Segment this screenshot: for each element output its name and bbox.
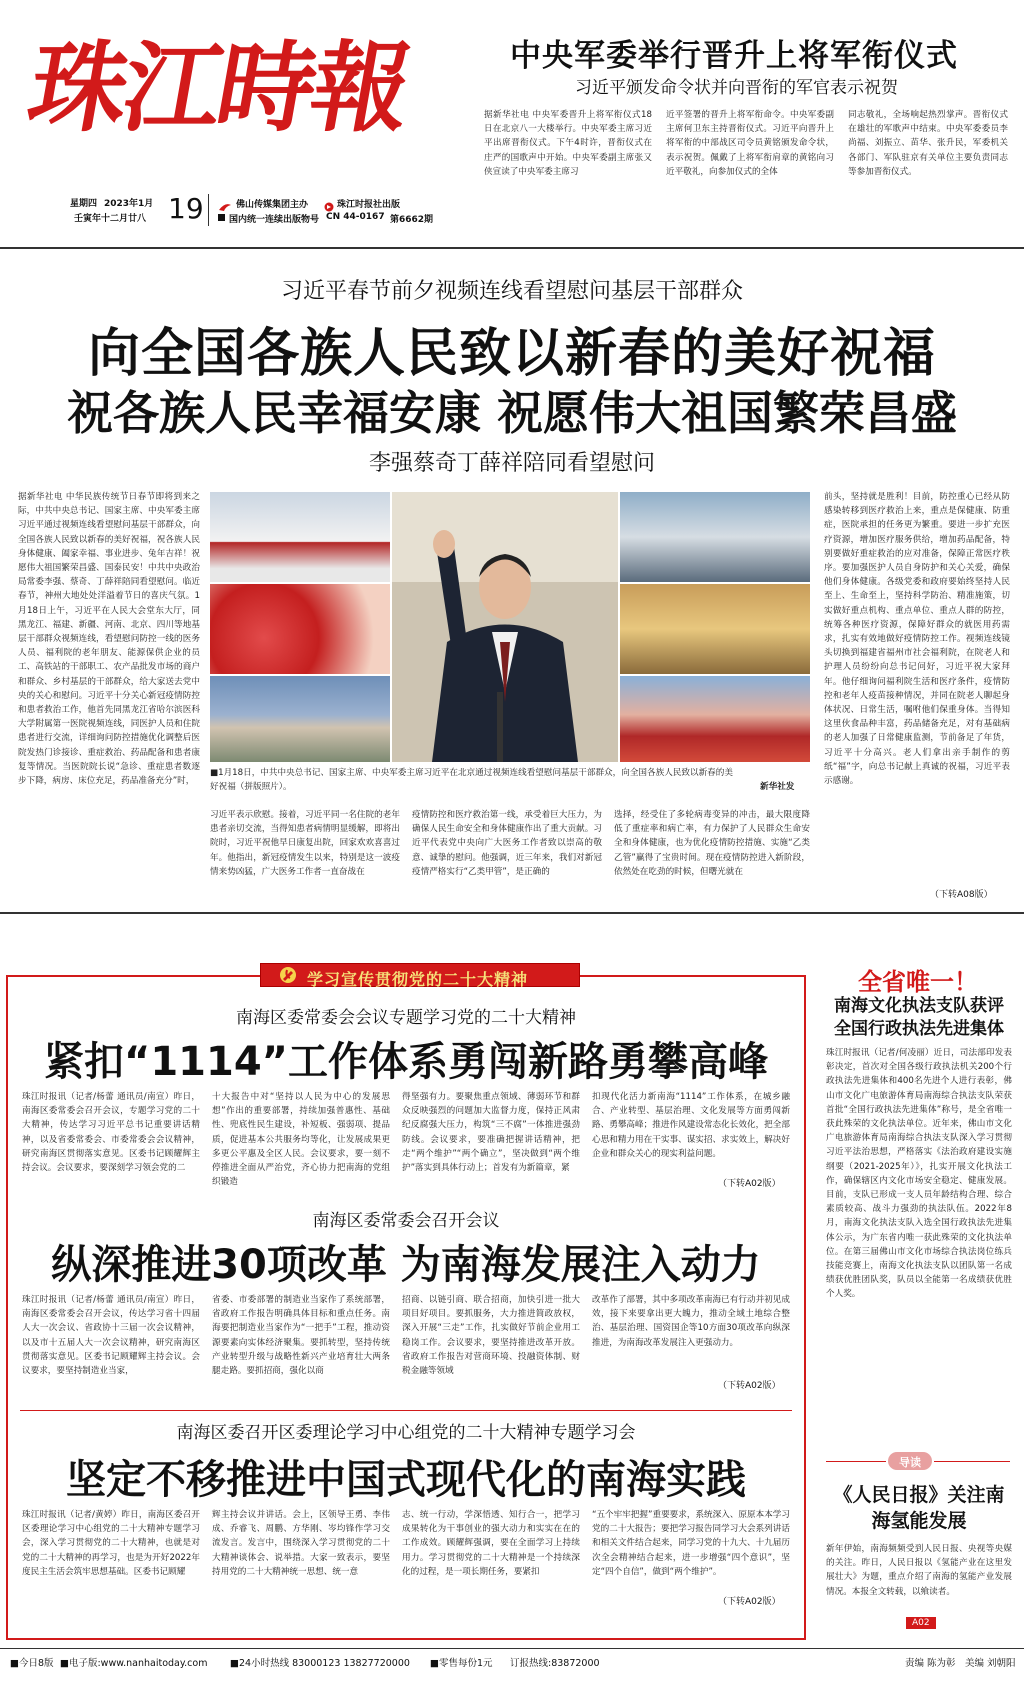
footer-pages: ■今日8版 [10,1658,54,1669]
story2-jump: （下转A02版） [718,1179,781,1189]
story2-kicker: 南海区委常委会会议专题学习党的二十大精神 [236,1008,576,1028]
footer-divider [0,1648,1024,1649]
main-headline-2: 祝各族人民幸福安康 祝愿伟大祖国繁荣昌盛 [66,386,957,440]
story3-divider [20,1410,792,1411]
main-photo-caption: ■1月18日，中共中央总书记、国家主席、中央军委主席习近平在北京通过视频连线看望慰问基层干部群众，向全国各族人民致以新春的美好祝福（拼版照片）。 [210,768,733,792]
masthead-divider [0,247,1024,249]
main-bottom-col-2: 疫情防控和医疗救治第一线，承受着巨大压力，为确保人民生命安全和身体健康作出了重大贡献。习近平代表党中央向广大医务工作者致以崇高的敬意、诚挚的慰问。他强调，近三年来，我们对新冠疫情严格实行“乙类甲管”，是正确的 [412,810,602,877]
sponsor-1: 佛山传媒集团主办 [236,200,309,210]
story3-col-1: 珠江时报讯（记者/杨蕾 通讯员/南宣）昨日，南海区委常委会召开会议，传达学习省十四届人大一次会议、省政协十三届一次会议精神，以及市十五届人大一次会议精神，研究南海区贯彻落实意见。区委书记顾耀辉主持会议。会议要求，要坚持制造业当家， [22,1295,200,1377]
main-right-col: 前头，坚持就是胜利！目前，防控重心已经从防感染转移到医疗救治上来，重点是保健康、防重症，医院承担的任务更为繁重。要进一步扩充医疗资源，增加医疗服务供给，增加药品配备，特别要做好重症救治的应对准备，保障正常医疗秩序。要加强医护人员自身防护和关心关爱，确保他们身体健康。各级党委和政府要始终坚持人民至上、生命至上，坚持科学防治、精准施策，切实做好重点机构、重点单位、重点人群的防控，统筹各种医疗资源，保障好群众的就医用药需求，扎实有效地做好疫情防控工作。视频连线镜头切换到福建省福州市社会福利院，在院老人和护理人员纷纷向总书记问好，习近平祝大家拜年。他仔细询问福利院生活和医疗条件，疫情防控和老年人疫苗接种情况，并同在院老人聊起身体状况、日常生活，嘱咐他们保重身体。当得知这里伙食品种丰富，药品储备充足，对有基础病的老人加强了日常健康监测，节前备足了年货，习近平十分高兴。老人们拿出亲手制作的剪纸“福”字，向总书记献上真诚的祝福，习近平表示感谢。 [824,492,1010,787]
masthead [0,0,1024,240]
story3-col-3: 招商、以链引商、联合招商，加快引进一批大项目好项目。要抓服务，大力推进简政放权，深入开展“三走”工作，扎实做好节前企业用工稳岗工作。会议要求，要坚持推进改革开放。省政府工作报告对营商环境、投融资体制、财税金融等领域 [402,1295,580,1377]
story4-col-2: 辉主持会议并讲话。会上，区领导王勇、李伟成、乔睿飞、周鹏、方华刚、岑均锋作学习交流发言。发言中，围绕深入学习贯彻党的二十大精神谈体会、说举措。大家一致表示，要坚持用党的二十大精神统一思想、统一意 [212,1510,390,1577]
sidebar1-kicker: 全省唯一！ [858,968,978,996]
footer-hotline: ■24小时热线 83000123 13827720000 [230,1658,410,1669]
sidebar2-rule-left [826,1461,886,1462]
theme-section-banner [260,960,580,990]
sidebar2-headline[interactable]: 《人民日报》关注南海氢能发展 [833,1484,1005,1532]
footer-editor: 责编 陈为彰 [905,1658,956,1669]
day-number: 19 [168,192,204,225]
sidebar1-body: 珠江时报讯（记者/何凌丽）近日，司法部印发表彰决定，首次对全国各级行政执法机关200个行政执法先进集体和400名先进个人进行表彰，佛山市文化广电旅游体育局南海综合执法支队荣获首批“全国行政执法先进集体”称号，是全省唯一获此殊荣的文化执法单位。近年来，佛山市文化广电旅游体育局南海综合执法支队深入学习贯彻习近平法治思想，严格落实《法治政府建设实施纲要（2021-2025年）》，扎实开展文化执法工作，确保辖区内文化市场安全稳定、健康发展。目前，支队已形成一支人员年龄结构合理、综合素质较高、战斗力强劲的执法队伍。2022年8月，南海文化执法支队入选全国行政执法先进集体公示，为广东省内唯一获此殊荣的文化执法单位。在第三届佛山市文化市场综合执法岗位练兵技能竞赛上，南海文化执法支队以团队第一名成绩获优胜团队奖，队员以全能第一名成绩获优胜个人奖。 [826,1048,1012,1300]
mid-divider [0,912,1024,914]
photo-village [620,676,810,762]
banner-inner [260,963,580,987]
story4-col-4: “五个牢牢把握”重要要求，系统深入、原原本本学习党的二十大报告；要把学习报告同学习大会系列讲话和相关文件结合起来，同学习党的十九大、十九届历次全会精神结合起来，进一步增强“四个意识”，坚定“四个自信”，做到“两个维护”。 [592,1510,790,1577]
main-photo-composite [210,492,810,762]
top-story-col-2: 近平签署的晋升上将军衔命令。中央军委副主席何卫东主持晋衔仪式。习近平向晋升上将军衔的中部战区司令员黄铭颁发命令状，表示祝贺。佩戴了上将军衔肩章的黄铭向习近平敬礼，向参加仪式的全体 [666,110,834,177]
story3-col-4: 改革作了部署，其中多项改革南海已有行动并初见成效，接下来要拿出更大魄力，推动全域土地综合整治、基层治理、国资国企等10方面30项改革向纵深推进，为南海改革发展注入更强动力。 [592,1295,790,1348]
main-bottom-col-3: 选择，经受住了多轮病毒变异的冲击，最大限度降低了重症率和病亡率，有力保护了人民群众生命安全和身体健康，也为优化疫情防控措施、实施“乙类乙管”赢得了宝贵时间。现在疫情防控进入新阶段，依然处在吃劲的时候，但曙光就在 [614,810,810,877]
photo-market [620,584,810,674]
zhujiang-times-logo-icon [324,197,334,207]
sidebar2-body: 新年伊始，南海频频受到人民日报、央视等央媒的关注。昨日，人民日报以《氢能产业在这里发展壮大》为题，重点介绍了南海的氢能产业发展情况。本报全文转载，以飨读者。 [826,1544,1012,1597]
foshan-media-logo-icon [218,197,232,207]
main-bottom-col-1: 习近平表示欣慰。接着，习近平同一名住院的老年患者亲切交流，当得知患者病情明显缓解，即将出院时，习近平祝他早日康复出院，回家欢欢喜喜过年。他指出，新冠疫情发生以来，特别是这一波疫情来势凶猛，广大医务工作者一直奋战在 [210,810,400,877]
story4-jump: （下转A02版） [718,1597,781,1607]
footer-price: ■零售每份1元 [430,1658,493,1669]
story3-col-2: 省委、市委部署的制造业当家作了系统部署，省政府工作报告明确具体目标和重点任务。南海要把制造业当家作为“一把手”工程，推动资源要素向实体经济聚集。要抓转型，坚持传统产业转型升级与战略性新兴产业培育壮大两条腿走路。要抓招商，强化以商 [212,1295,390,1377]
cn-number: CN 44-0167 [326,212,385,222]
footer-designer: 美编 刘朝阳 [965,1658,1016,1669]
story4-kicker: 南海区委召开区委理论学习中心组党的二十大精神专题学习会 [176,1423,636,1443]
sidebar2-page-ref[interactable]: A02 [906,1617,936,1629]
photo-energy-plant [210,676,390,762]
main-photo-credit: 新华社发 [760,782,795,792]
story4-col-3: 志、统一行动，学深悟透、知行合一，把学习成果转化为干事创业的强大动力和实实在在的工作成效。顾耀辉强调，要在全面学习上持续用力。学习贯彻党的二十大精神是一个持续深化的过程，是一项长期任务，要紧扣 [402,1510,580,1577]
main-jump-line: （下转A08版） [930,890,993,900]
main-headline-1: 向全国各族人民致以新春的美好祝福 [87,324,936,384]
story2-col-2: 十大报告中对“坚持以人民为中心的发展思想”作出的重要部署，持续加强普惠性、基础性、兜底性民生建设，补短板、强弱项、提品质，促进基本公共服务均等化，让发展成果更多更公平惠及全区人民。会议要求，要一刻不停推进全面从严治党，齐心协力把南海的党组织锻造 [212,1092,390,1188]
story3-kicker: 南海区委常委会召开会议 [312,1211,500,1231]
date-divider [208,194,209,226]
story3-jump: （下转A02版） [718,1381,781,1391]
footer-bar [0,1652,1024,1670]
cn-square-icon [218,214,225,221]
main-subhead: 李强蔡奇丁薛祥陪同看望慰问 [368,451,655,476]
top-story-col-1: 据新华社电 中央军委晋升上将军衔仪式18日在北京八一大楼举行。中央军委主席习近平出席晋衔仪式。下午4时许，晋衔仪式在庄严的国歌声中开始。中央军委副主席张又侠宣读了中央军委主席习 [484,110,652,177]
footer-subscribe: 订报热线:83872000 [510,1658,600,1669]
story2-col-3: 得坚强有力。要聚焦重点领域、薄弱环节和群众反映强烈的问题加大监督力度，保持正风肃纪反腐强大压力，构筑“三不腐”一体推进强劲防线。会议要求，要准确把握讲话精神，把走“两个维护”“两个确立”，坚决做到“两个维护”落实到具体行动上；首发有为新篇章，紧 [402,1092,580,1174]
story3-headline: 纵深推进30项改革 为南海发展注入动力 [51,1242,761,1288]
story2-col-4: 扣现代化活力新南海“1114”工作体系，在城乡融合、产业转型、基层治理、文化发展等方面勇闯新路、勇攀高峰；推进作风建设常态化长效化，把全部心思和精力用在干实事、谋实招、求实效上，解决好企业和群众关心的现实利益问题。 [592,1092,790,1159]
weekday: 星期四 [70,199,98,209]
photo-leader-center [392,492,618,762]
sidebar1-headline: 南海文化执法支队获评全国行政执法先进集体 [834,996,1004,1039]
cn-label: 国内统一连续出版物号 [229,215,320,225]
footer-epaper[interactable]: ■电子版:www.nanhaitoday.com [60,1658,208,1669]
main-kicker: 习近平春节前夕视频连线看望慰问基层干部群众 [280,279,743,304]
lunar-date: 壬寅年十二月廿八 [74,214,147,224]
story2-col-1: 珠江时报讯（记者/杨蕾 通讯员/南宣）昨日，南海区委常委会召开会议，专题学习党的二十大精神，传达学习习近平总书记重要讲话精神，以及省委常委会、市委常委会会议精神，研究南海区贯彻落实意见。区委书记顾耀辉主持会议。会议要求，要深刻学习领会党的二 [22,1092,200,1174]
issue-date: 2023年1月 [104,199,154,209]
top-story-headline: 中央军委举行晋升上将军衔仪式 [510,38,958,74]
sponsor-2: 珠江时报社出版 [337,200,401,210]
sidebar2-label-box [888,1452,932,1470]
photo-elderly-home [210,584,390,674]
issue-number: 第6662期 [390,215,434,225]
story4-col-1: 珠江时报讯（记者/黄婷）昨日，南海区委召开区委理论学习中心组党的二十大精神专题学习会，深入学习贯彻党的二十大精神，也就是对党的二十大精神的再学习，也是为开好2022年度民主生活会筑牢思想基础。区委书记顾耀 [22,1510,200,1577]
sidebar2-label: 导读 [899,1456,921,1469]
main-left-col: 据新华社电 中华民族传统节日春节即将到来之际，中共中央总书记、国家主席、中央军委主席习近平通过视频连线看望慰问基层干部群众，向全国各族人民致以新春的美好祝福，祝各族人民身体健康、阖家幸福、事业进步、兔年吉祥！祝愿伟大祖国繁荣昌盛、国泰民安！中共中央政治局常委李强、蔡奇、丁薛祥陪同看望慰问。临近春节，神州大地处处洋溢着节日的喜庆气氛。1月18日上午，习近平在人民大会堂东大厅，同黑龙江、福建、新疆、河南、北京、四川等地基层干部群众视频连线，看望慰问防控一线的医务人员、福利院的老年朋友、能源保供企业的员工、高铁站的干部职工、农产品批发市场的商户和群众、乡村基层的干部群众，给大家送去党中央的关心和慰问。习近平十分关心新冠疫情防控和患者救治工作，他首先同黑龙江省哈尔滨医科大学附属第一医院视频连线，同医护人员和住院患者进行交流，详细询问防控措施优化调整后医院发热门诊接诊、重症救治、药品配备和患者康复等情况。当医院院长说“急诊、重症患者数逐步下降，病房、床位充足，药品准备充分”时， [18,492,200,787]
story2-headline: 紧扣“1114”工作体系勇闯新路勇攀高峰 [44,1039,768,1085]
photo-railway-station [620,492,810,582]
newspaper-logo: 珠江時報 [19,31,417,146]
photo-medical-staff [210,492,390,582]
top-story-subhead: 习近平颁发命令状并向晋衔的军官表示祝贺 [575,78,898,98]
party-emblem-icon [279,966,297,984]
story4-headline: 坚定不移推进中国式现代化的南海实践 [66,1457,746,1503]
sidebar2-rule-right [934,1461,1010,1462]
theme-banner-label: 学习宣传贯彻党的二十大精神 [307,970,529,989]
top-story-col-3: 同志敬礼，全场响起热烈掌声。晋衔仪式在雄壮的军歌声中结束。中央军委委员李尚福、刘振立、苗华、张升民，军委机关各部门、军队驻京有关单位主要负责同志等参加晋衔仪式。 [848,110,1008,177]
